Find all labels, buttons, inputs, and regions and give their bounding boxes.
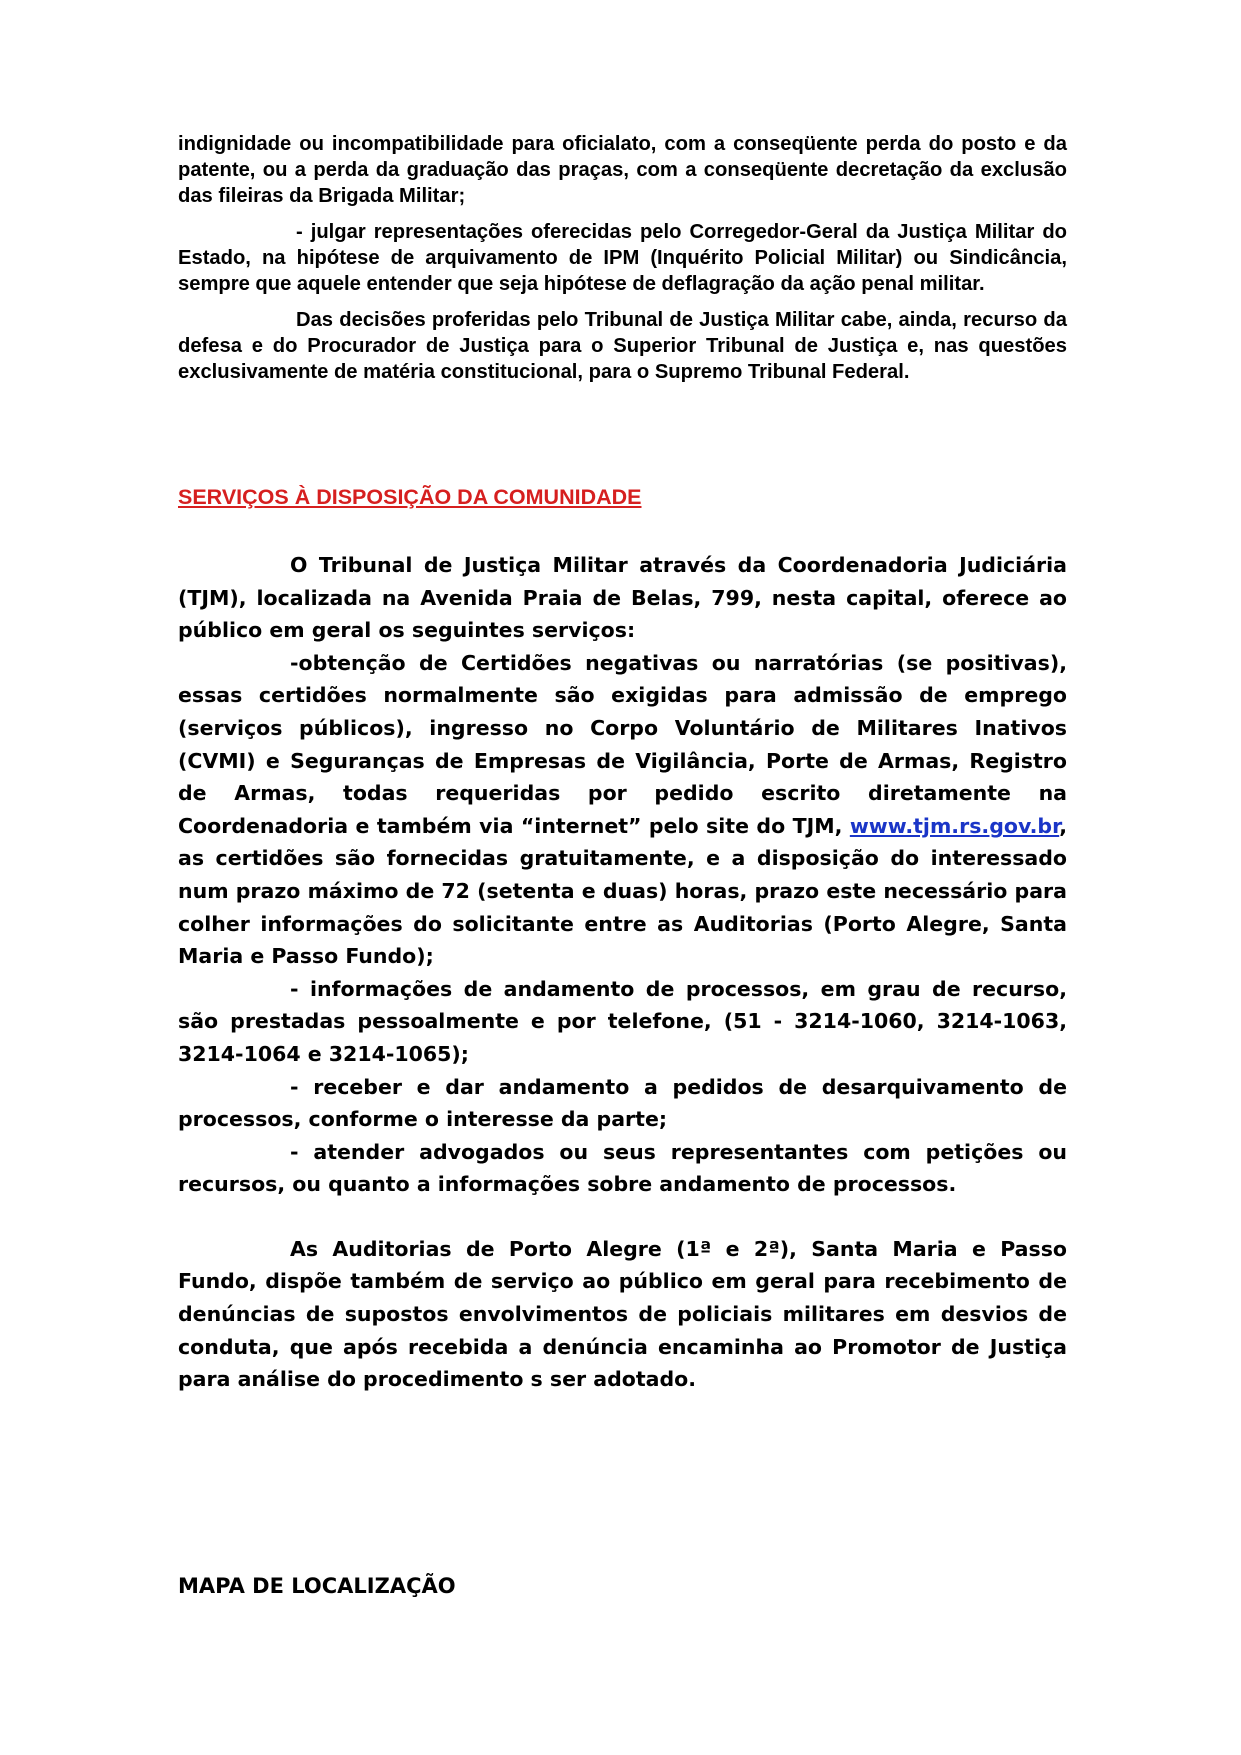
- service-item-desarquivamento: - receber e dar andamento a pedidos de desarquivamento de processos, conforme o interesse da parte;: [178, 1074, 1067, 1132]
- service-item-advogados: - atender advogados ou seus representantes com petições ou recursos, ou quanto a informações sobre andamento de processos.: [178, 1139, 1067, 1197]
- paragraph-indignidade: indignidade ou incompatibilidade para oficialato, com a conseqüente perda do posto e da patente, ou a perda da graduação das praças, com a conseqüente decretação da exclusão das fileiras da Brigada Militar;: [178, 133, 1067, 207]
- service-item-certidoes-text-1: -obtenção de Certidões negativas ou narratórias (se positivas), essas certidões normalmente são exigidas para admissão de emprego (serviços públicos), ingresso no Corpo Voluntário de Militares Inativos (CVMI) e Seguranças de Empresas de Vigilância, Porte de Armas, Registro de Armas, todas requeridas por pedido escrito diretamente na Coordenadoria e também via “internet” pelo site do TJM,: [178, 650, 1067, 838]
- map-heading: MAPA DE LOCALIZAÇÃO: [178, 1574, 456, 1598]
- paragraph-auditorias: As Auditorias de Porto Alegre (1ª e 2ª), Santa Maria e Passo Fundo, dispõe também de serviço ao público em geral para recebimento de denúncias de supostos envolvimentos de policiais militares em desvios de conduta, que após recebida a denúncia encaminha ao Promotor de Justiça para análise do procedimento s ser adotado.: [178, 1236, 1067, 1392]
- services-heading: SERVIÇOS À DISPOSIÇÃO DA COMUNIDADE: [178, 485, 642, 509]
- document-page: [178, 131, 1067, 1598]
- services-block: [178, 549, 1067, 1396]
- service-item-certidoes: [178, 647, 1067, 973]
- paragraph-decisoes-recurso: Das decisões proferidas pelo Tribunal de Justiça Militar cabe, ainda, recurso da defesa e do Procurador de Justiça para o Superior Tribunal de Justiça e, nas questões exclusivamente de matéria constitucional, para o Supremo Tribunal Federal.: [178, 309, 1067, 383]
- service-item-certidoes-text-2: , as certidões são fornecidas gratuitamente, e a disposição do interessado num prazo máximo de 72 (setenta e duas) horas, prazo este necessário para colher informações do solicitante entre as Auditorias (Porto Alegre, Santa Maria e Passo Fundo);: [178, 813, 1067, 969]
- services-intro: O Tribunal de Justiça Militar através da Coordenadoria Judiciária (TJM), localizada na Avenida Praia de Belas, 799, nesta capital, oferece ao público em geral os seguintes serviços:: [178, 553, 1067, 643]
- tjm-website-link[interactable]: www.tjm.rs.gov.br: [849, 813, 1060, 838]
- paragraph-julgar-representacoes: - julgar representações oferecidas pelo Corregedor-Geral da Justiça Militar do Estado, na hipótese de arquivamento de IPM (Inquérito Policial Militar) ou Sindicância, sempre que aquele entender que seja hipótese de deflagração da ação penal militar.: [178, 221, 1067, 295]
- service-item-informacoes: - informações de andamento de processos, em grau de recurso, são prestadas pessoalmente e por telefone, (51 - 3214-1060, 3214-1063, 3214-1064 e 3214-1065);: [178, 976, 1067, 1066]
